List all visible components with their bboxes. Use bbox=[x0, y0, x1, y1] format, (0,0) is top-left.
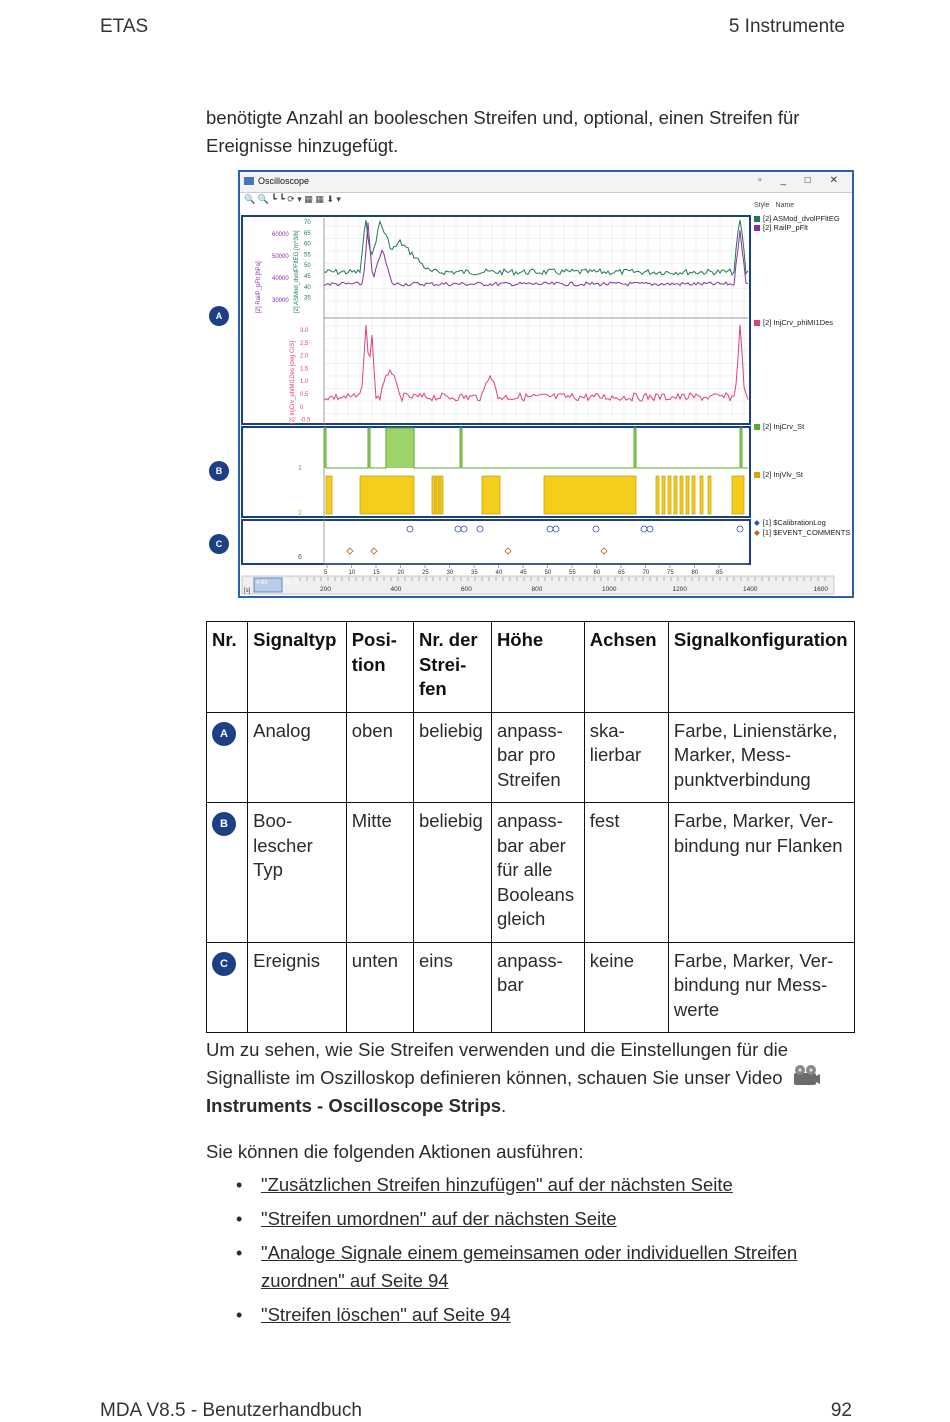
bool-pulse bbox=[482, 476, 500, 514]
legend-item-asmod: [2] ASMod_dvolPFltEG bbox=[754, 214, 840, 223]
bool-pulse bbox=[680, 476, 683, 514]
marker-b: B bbox=[209, 461, 229, 481]
legend-item-injvlv-st: [2] InjVlv_St bbox=[754, 470, 803, 479]
legend-name-header: Name bbox=[775, 202, 795, 209]
y-tick-label: 40000 bbox=[272, 276, 289, 282]
cell-konfig: Farbe, Linienstärke, Marker, Mess- punktverbindung bbox=[668, 712, 854, 803]
legend-item-event-comments: ◆ [1] $EVENT_COMMENTS bbox=[754, 528, 851, 537]
overview-tick-label: 600 bbox=[461, 586, 472, 593]
series-railp-line bbox=[324, 222, 748, 286]
strip-b-label-2: 2 bbox=[298, 510, 302, 517]
x-tick-label: 10 bbox=[348, 570, 356, 576]
overview-bar bbox=[242, 576, 834, 594]
table-header-3: Nr. der Strei- fen bbox=[413, 622, 491, 713]
oscilloscope-toolbar[interactable]: 🔍 🔍 ┗ ┗ ⟳ ▾ ▦ ▦ ⬇ ▾ bbox=[244, 194, 341, 204]
cross-reference-link[interactable]: "Zusätzlichen Streifen hinzufügen" auf der nächsten Seite bbox=[261, 1174, 733, 1195]
x-tick-label: 60 bbox=[593, 570, 601, 576]
x-tick-label: 65 bbox=[618, 570, 625, 576]
cell-konfig: Farbe, Marker, Ver- bindung nur Mess- werte bbox=[668, 942, 854, 1033]
window-controls[interactable]: ▫ _ □ ✕ bbox=[758, 175, 846, 186]
x-tick-label: 15 bbox=[373, 570, 380, 576]
legend-item-calibrationlog: ◆ [1] $CalibrationLog bbox=[754, 518, 826, 527]
x-tick-label: 40 bbox=[495, 570, 503, 576]
oscilloscope-screenshot bbox=[238, 170, 854, 598]
list-item bbox=[236, 1205, 846, 1233]
cross-reference-link[interactable]: "Streifen umordnen" auf der nächsten Seite bbox=[261, 1208, 617, 1229]
cross-reference-link[interactable]: "Streifen löschen" auf Seite 94 bbox=[261, 1304, 511, 1325]
bool-pulse bbox=[440, 476, 443, 514]
y-tick-label: 50 bbox=[304, 263, 311, 270]
action-links-list bbox=[236, 1171, 846, 1335]
event-comment-marker bbox=[601, 548, 607, 554]
cell-pos: unten bbox=[346, 942, 413, 1033]
calibrationlog-marker bbox=[641, 526, 647, 532]
y-tick-label: 60000 bbox=[272, 232, 289, 238]
cell-achsen: ska- lierbar bbox=[584, 712, 668, 803]
video-title-link[interactable]: Instruments - Oscilloscope Strips bbox=[206, 1095, 502, 1116]
x-tick-label: 55 bbox=[569, 570, 576, 576]
overview-tick-label: 1600 bbox=[813, 586, 828, 593]
cell-pos: Mitte bbox=[346, 803, 413, 943]
series-injvlv-st bbox=[326, 476, 744, 514]
calibrationlog-marker bbox=[737, 526, 743, 532]
y-tick-label: 65 bbox=[304, 230, 311, 237]
video-paragraph: Um zu sehen, wie Sie Streifen verwenden und die Einstellungen für die Signalliste im Oszilloskop definieren können, schauen Sie unser Video Instruments - Oscilloscope Strips. bbox=[206, 1036, 846, 1120]
y-tick-label: 1.5 bbox=[300, 366, 309, 373]
strip-c-frame bbox=[242, 520, 750, 564]
bool-pulse bbox=[436, 476, 439, 514]
overview-tick-label: 1400 bbox=[743, 586, 758, 593]
x-axis bbox=[324, 564, 748, 576]
x-tick-label: 70 bbox=[642, 570, 650, 576]
overview-tick-label: 1200 bbox=[672, 586, 687, 593]
cell-konfig: Farbe, Marker, Ver- bindung nur Flanken bbox=[668, 803, 854, 943]
y-tick-label: 40 bbox=[304, 284, 311, 291]
cell-achsen: keine bbox=[584, 942, 668, 1033]
y-tick-label: 0.5 bbox=[300, 392, 309, 398]
bool-pulse bbox=[656, 476, 659, 514]
overview-tick-label: 1000 bbox=[602, 586, 617, 593]
header-right: 5 Instrumente bbox=[728, 16, 845, 37]
bool-pulse bbox=[360, 476, 414, 514]
event-comment-marker bbox=[347, 548, 353, 554]
overview-tick-label: 200 bbox=[320, 586, 331, 593]
table-header-1: Signaltyp bbox=[248, 622, 347, 713]
table-row bbox=[207, 803, 855, 943]
legend-style-header: Style bbox=[754, 202, 770, 209]
y-tick-label: 2.0 bbox=[300, 353, 309, 360]
y-tick-label: 60 bbox=[304, 241, 311, 248]
calibrationlog-marker bbox=[477, 526, 483, 532]
event-comment-marker bbox=[505, 548, 511, 554]
actions-intro: Sie können die folgenden Aktionen ausführen: bbox=[206, 1141, 584, 1162]
x-tick-label: 45 bbox=[520, 570, 527, 576]
list-item bbox=[236, 1239, 846, 1295]
y-tick-label: 35 bbox=[304, 295, 311, 302]
y-tick-label: -0.5 bbox=[300, 417, 311, 424]
window-title: Oscilloscope bbox=[258, 176, 310, 186]
list-item bbox=[236, 1301, 846, 1329]
header-left: ETAS bbox=[100, 16, 149, 37]
y-tick-label: 45 bbox=[304, 274, 311, 280]
video-film-icon[interactable] bbox=[792, 1064, 820, 1088]
table-header-0: Nr. bbox=[207, 622, 248, 713]
cell-hoehe: anpass- bar aber für alle Booleans gleich bbox=[491, 803, 584, 943]
calibrationlog-marker bbox=[407, 526, 413, 532]
overview-unit: [s] bbox=[244, 588, 251, 594]
strip-types-table bbox=[206, 621, 855, 1033]
footer-left: MDA V8.5 - Benutzerhandbuch bbox=[100, 1400, 362, 1421]
marker-c: C bbox=[209, 534, 229, 554]
y-tick-label: 2.5 bbox=[300, 340, 309, 347]
bool-pulse bbox=[544, 476, 636, 514]
x-tick-label: 35 bbox=[471, 570, 478, 576]
series-injcrv-st bbox=[324, 428, 748, 468]
y-tick-label: 55 bbox=[304, 252, 311, 259]
row-marker-badge: B bbox=[212, 812, 236, 836]
bool-pulse bbox=[692, 476, 695, 514]
event-comment-marker bbox=[371, 548, 377, 554]
footer-right: 92 bbox=[830, 1400, 852, 1421]
y-axis-label-asmod: [2] ASMod_dvolPFltEG [m^3/h] bbox=[294, 230, 300, 313]
x-tick-label: 80 bbox=[691, 570, 699, 576]
cell-streifen: beliebig bbox=[413, 803, 491, 943]
strip-c-label: 6 bbox=[298, 554, 302, 561]
table-header-5: Achsen bbox=[584, 622, 668, 713]
y-axis-label-railp: [2] RailP_pFlt [hPa] bbox=[256, 261, 262, 313]
series-injcrv-phi-line bbox=[324, 325, 748, 401]
cell-hoehe: anpass- bar bbox=[491, 942, 584, 1033]
cell-typ: Ereignis bbox=[248, 942, 347, 1033]
marker-a: A bbox=[209, 306, 229, 326]
table-header-2: Posi- tion bbox=[346, 622, 413, 713]
bool-pulse bbox=[708, 476, 711, 514]
row-marker-badge: A bbox=[212, 722, 236, 746]
x-tick-label: 20 bbox=[397, 570, 405, 576]
x-tick-label: 5 bbox=[324, 570, 328, 576]
overview-end-label: 89.73 bbox=[284, 580, 300, 586]
bool-pulse bbox=[700, 476, 703, 514]
x-tick-label: 85 bbox=[716, 570, 723, 576]
event-markers bbox=[347, 526, 743, 554]
y-tick-label: 1.0 bbox=[300, 379, 309, 386]
bool-pulse bbox=[674, 476, 677, 514]
strip-a-frame bbox=[242, 216, 750, 424]
cell-typ: Boo- lescher Typ bbox=[248, 803, 347, 943]
bool-pulse bbox=[432, 476, 435, 514]
intro-text: benötigte Anzahl an booleschen Streifen und, optional, einen Streifen für Ereignisse hinzugefügt. bbox=[206, 107, 800, 156]
table-row bbox=[207, 942, 855, 1033]
calibrationlog-marker bbox=[647, 526, 653, 532]
cell-streifen: beliebig bbox=[413, 712, 491, 803]
x-tick-label: 30 bbox=[446, 570, 454, 576]
calibrationlog-marker bbox=[547, 526, 553, 532]
bool-pulse bbox=[326, 476, 332, 514]
cell-typ: Analog bbox=[248, 712, 347, 803]
overview-tick-label: 800 bbox=[531, 586, 543, 593]
bool-pulse bbox=[668, 476, 671, 514]
overview-start-label: 4.69 bbox=[256, 580, 268, 586]
x-tick-label: 50 bbox=[544, 570, 552, 576]
calibrationlog-marker bbox=[593, 526, 599, 532]
bool-pulse bbox=[686, 476, 689, 514]
legend-item-railp: [2] RailP_pFlt bbox=[754, 223, 808, 232]
y-tick-label: 70 bbox=[304, 220, 311, 226]
cross-reference-link[interactable]: "Analoge Signale einem gemeinsamen oder individuellen Streifen zuordnen" auf Seite 94 bbox=[261, 1242, 798, 1291]
y-tick-label: 50000 bbox=[272, 254, 289, 260]
cell-pos: oben bbox=[346, 712, 413, 803]
calibrationlog-marker bbox=[553, 526, 559, 532]
legend-item-injcrv-phi: [2] InjCrv_phiMI1Des bbox=[754, 318, 833, 327]
y-tick-label: 0 bbox=[300, 404, 304, 411]
cell-achsen: fest bbox=[584, 803, 668, 943]
table-header-6: Signalkonfiguration bbox=[668, 622, 854, 713]
cell-streifen: eins bbox=[413, 942, 491, 1033]
calibrationlog-marker bbox=[461, 526, 467, 532]
strip-b-label-1: 1 bbox=[298, 465, 302, 472]
x-tick-label: 25 bbox=[422, 570, 429, 576]
overview-tick-label: 400 bbox=[390, 586, 402, 593]
row-marker-badge: C bbox=[212, 952, 236, 976]
x-tick-label: 75 bbox=[667, 570, 674, 576]
y-tick-label: 3.0 bbox=[300, 328, 309, 334]
y-tick-label: 30000 bbox=[272, 298, 289, 304]
bool-pulse bbox=[662, 476, 665, 514]
bool-pulse bbox=[732, 476, 744, 514]
y-axis-label-injcrv: [2] InjCrv_phiMI1Des [deg CrS] bbox=[290, 340, 296, 424]
calibrationlog-marker bbox=[455, 526, 461, 532]
legend-item-injcrv-st: [2] InjCrv_St bbox=[754, 422, 804, 431]
table-header-4: Höhe bbox=[491, 622, 584, 713]
cell-hoehe: anpass- bar pro Streifen bbox=[491, 712, 584, 803]
list-item bbox=[236, 1171, 846, 1199]
table-row bbox=[207, 712, 855, 803]
